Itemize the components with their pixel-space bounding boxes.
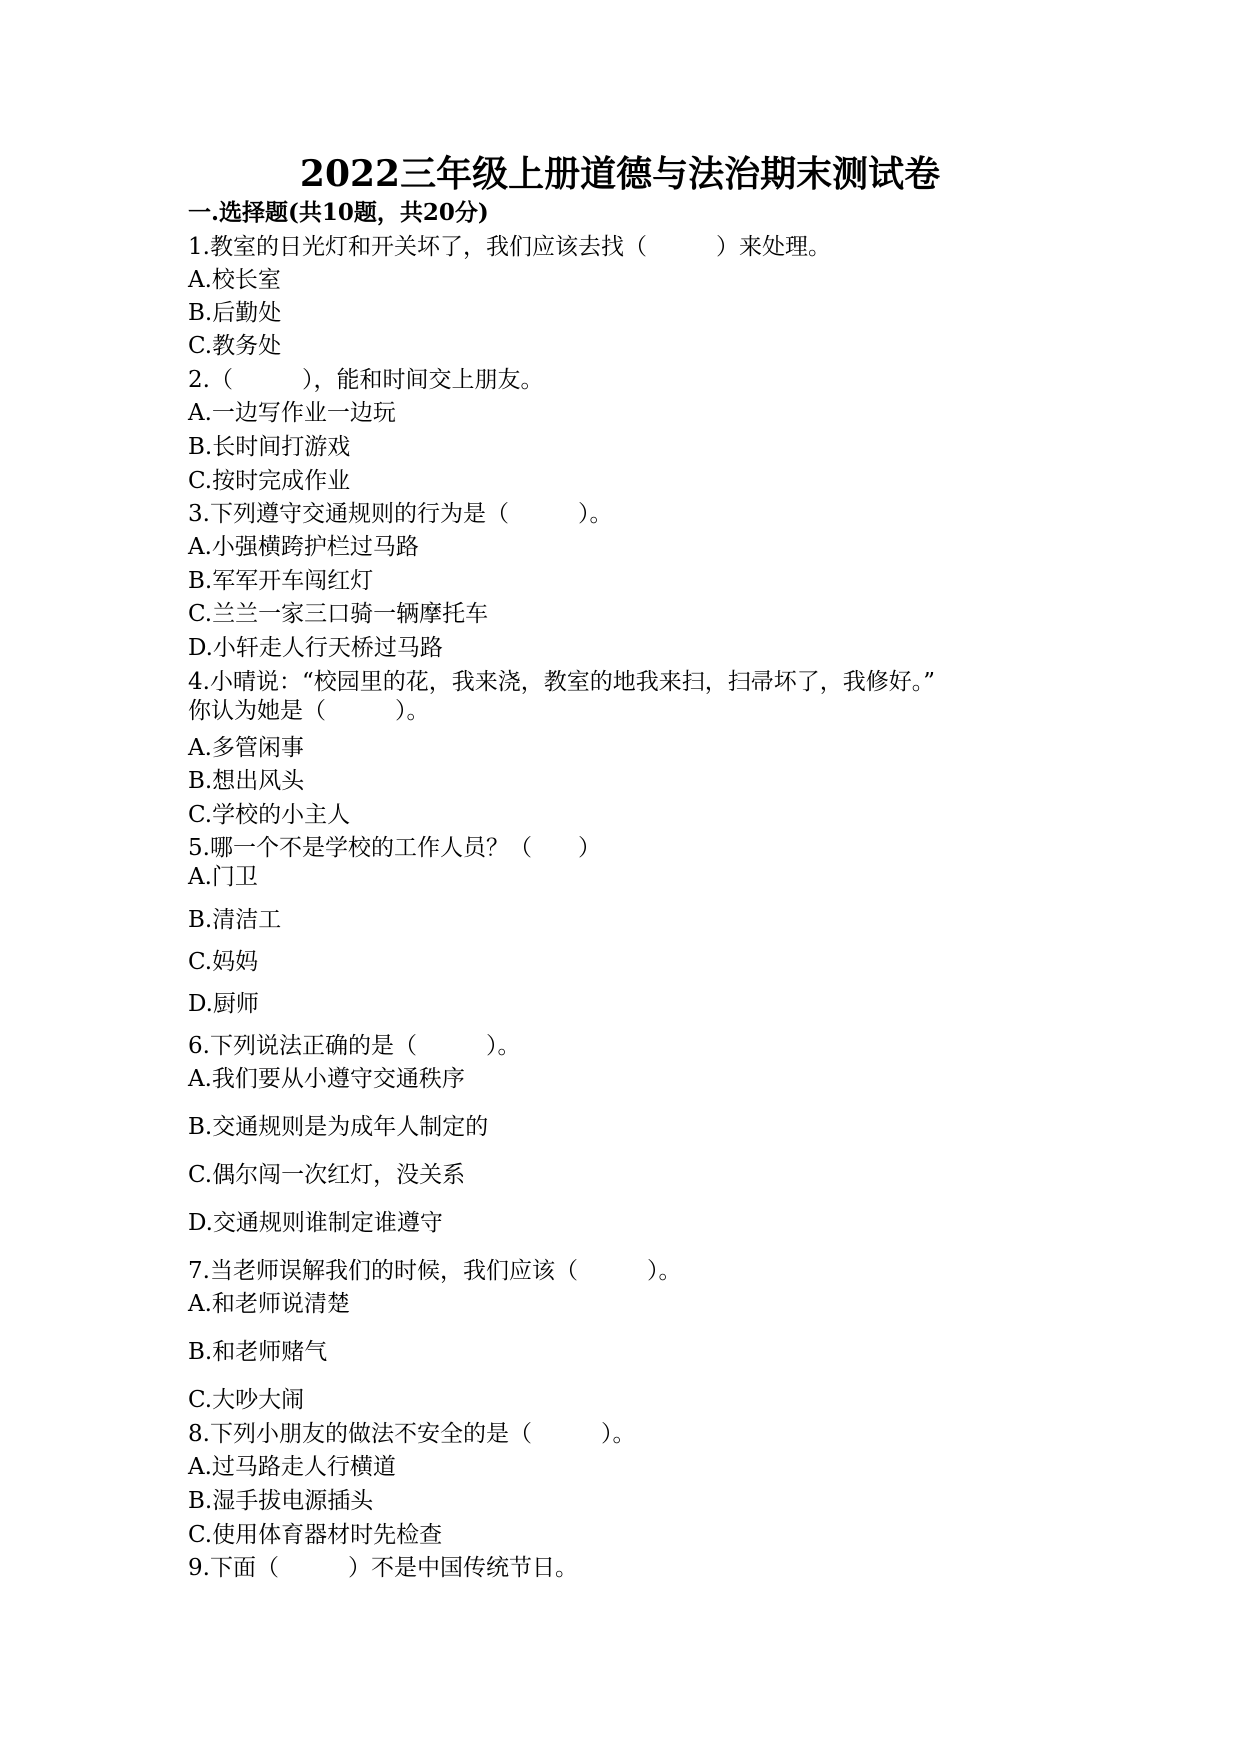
question-stem: 8.下列小朋友的做法不安全的是（ ）。 [188, 1421, 636, 1447]
option: D.小轩走人行天桥过马路 [188, 635, 443, 661]
option: C.使用体育器材时先检查 [188, 1522, 443, 1548]
option: A.我们要从小遵守交通秩序 [188, 1066, 465, 1092]
option: B.军军开车闯红灯 [188, 568, 374, 594]
option: C.大吵大闹 [188, 1387, 305, 1413]
option: C.按时完成作业 [188, 468, 351, 494]
option: B.和老师赌气 [188, 1339, 328, 1365]
option: A.门卫 [188, 864, 258, 890]
option: D.厨师 [188, 991, 259, 1017]
option: B.想出风头 [188, 768, 305, 794]
option: C.偶尔闯一次红灯，没关系 [188, 1162, 466, 1188]
option: B.清洁工 [188, 907, 282, 933]
section-heading: 一.选择题(共10题，共20分) [188, 199, 489, 226]
option: B.后勤处 [188, 300, 282, 326]
option: A.过马路走人行横道 [188, 1454, 396, 1480]
question-stem: 6.下列说法正确的是（ ）。 [188, 1033, 521, 1059]
question-stem: 7.当老师误解我们的时候，我们应该（ ）。 [188, 1258, 682, 1284]
option: B.长时间打游戏 [188, 434, 351, 460]
option: C.兰兰一家三口骑一辆摩托车 [188, 601, 489, 627]
option: B.湿手拔电源插头 [188, 1488, 374, 1514]
option: A.校长室 [188, 267, 281, 293]
question-stem: 1.教室的日光灯和开关坏了，我们应该去找（ ）来处理。 [188, 234, 831, 260]
option: A.多管闲事 [188, 735, 304, 761]
question-stem: 3.下列遵守交通规则的行为是（ ）。 [188, 501, 613, 527]
question-stem: 2.（ ），能和时间交上朋友。 [188, 367, 544, 393]
question-stem: 9.下面（ ）不是中国传统节日。 [188, 1555, 578, 1581]
option: B.交通规则是为成年人制定的 [188, 1114, 489, 1140]
option: D.交通规则谁制定谁遵守 [188, 1210, 443, 1236]
question-stem: 5.哪一个不是学校的工作人员？（ ） [188, 835, 601, 861]
option: A.一边写作业一边玩 [188, 400, 396, 426]
option: C.学校的小主人 [188, 802, 351, 828]
option: C.妈妈 [188, 949, 259, 975]
question-stem-continued: 你认为她是（ ）。 [188, 698, 430, 724]
question-stem: 4.小晴说：“校园里的花，我来浇，教室的地我来扫，扫帚坏了，我修好。” [188, 669, 935, 695]
option: A.和老师说清楚 [188, 1291, 350, 1317]
option: C.教务处 [188, 333, 282, 359]
option: A.小强横跨护栏过马路 [188, 534, 419, 560]
page-title: 2022三年级上册道德与法治期末测试卷 [299, 153, 941, 195]
